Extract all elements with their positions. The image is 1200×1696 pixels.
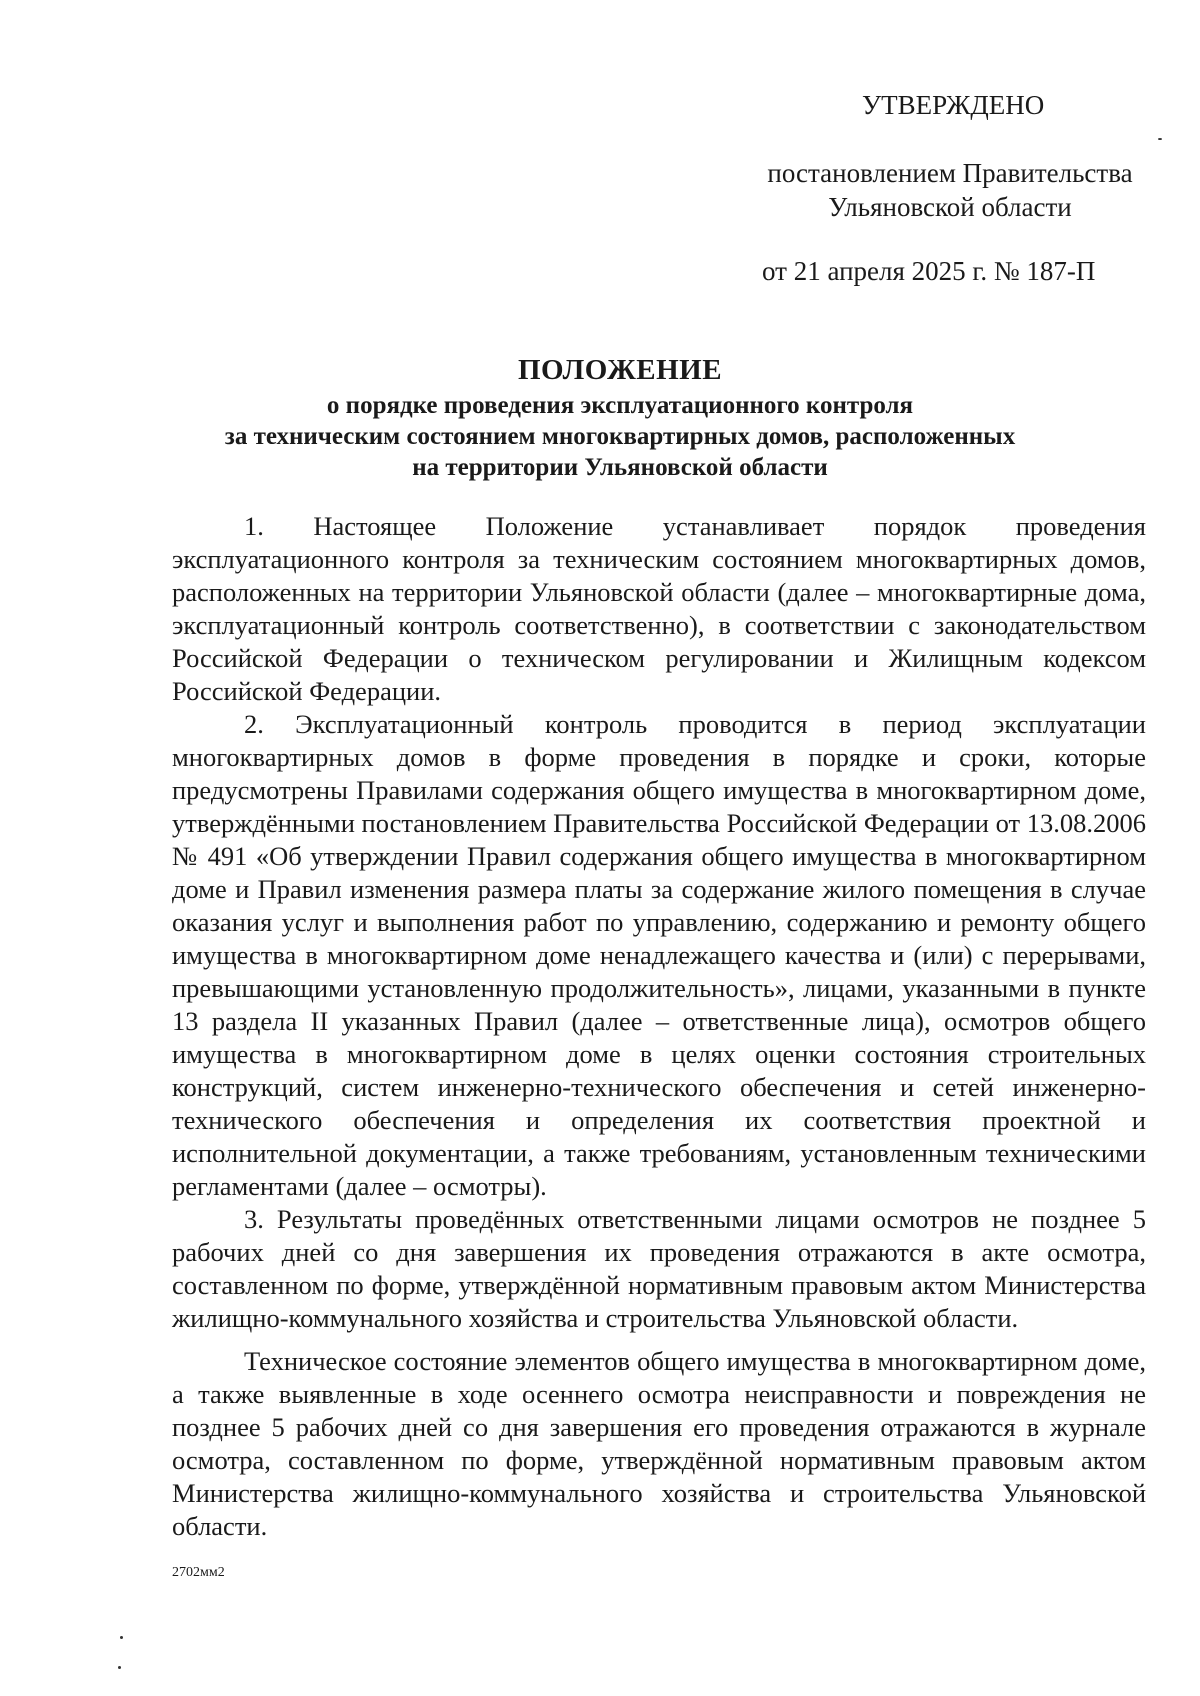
subtitle-line3: на территории Ульяновской области (412, 454, 828, 481)
paragraph-4: Техническое состояние элементов общего имущества в многоквартирном доме, а также выявленные в ходе осеннего осмотра неисправности и повреждения не позднее 5 рабочих дней со дня завершения его проведения отражаются в журнале осмотра, составленном по форме, утверждённой нормативным правовым актом Министерства жилищно-коммунального хозяйства и строительства Ульяновской области. (172, 1346, 1146, 1541)
approved-by-line2: Ульяновской области (828, 192, 1072, 222)
paragraph-3: 3. Результаты проведённых ответственными лицами осмотров не позднее 5 рабочих дней со дня завершения их проведения отражаются в акте осмотра, составленном по форме, утверждённой нормативным правовым актом Министерства жилищно-коммунального хозяйства и строительства Ульяновской области. (172, 1204, 1146, 1333)
subtitle-line2: за техническим состоянием многоквартирных домов, расположенных (224, 423, 1016, 450)
subtitle-line1: о порядке проведения эксплуатационного контроля (326, 392, 914, 419)
decree-date-number: от 21 апреля 2025 г. № 187-П (762, 256, 1096, 286)
scan-speck (1158, 138, 1162, 140)
document-body (172, 510, 1146, 1543)
paragraph-2: 2. Эксплуатационный контроль проводится в период эксплуатации многоквартирных домов в форме проведения в порядке и сроки, которые предусмотрены Правилами содержания общего имущества в многоквартирном доме, утверждёнными постановлением Правительства Российской Федерации от 13.08.2006 № 491 «Об утверждении Правил содержания общего имущества в многоквартирном доме и Правил изменения размера платы за содержание жилого помещения в случае оказания услуг и выполнения работ по управлению, содержанию и ремонту общего имущества в многоквартирном доме ненадлежащего качества и (или) с перерывами, превышающими установленную продолжительность», лицами, указанными в пункте 13 раздела II указанных Правил (далее – ответственные лица), осмотров общего имущества в многоквартирном доме в целях оценки состояния строительных конструкций, систем инженерно-технического обеспечения и сетей инженерно-технического обеспечения и определения их соответствия проектной и исполнительной документации, а также требованиям, установленным техническими регламентами (далее – осмотры). (172, 709, 1146, 1201)
approved-label: УТВЕРЖДЕНО (862, 90, 1045, 120)
scan-speck (120, 1636, 123, 1639)
document-title: ПОЛОЖЕНИЕ (517, 354, 723, 386)
document-title-block (170, 352, 1070, 483)
approved-by (740, 156, 1160, 224)
document-code: 2702мм2 (172, 1565, 225, 1580)
approved-by-line1: постановлением Правительства (767, 158, 1133, 188)
scan-speck (118, 1666, 121, 1669)
paragraph-1: 1. Настоящее Положение устанавливает порядок проведения эксплуатационного контроля за техническим состоянием многоквартирных домов, расположенных на территории Ульяновской области (далее – многоквартирные дома, эксплуатационный контроль соответственно), в соответствии с законодательством Российской Федерации о техническом регулировании и Жилищным кодексом Российской Федерации. (172, 511, 1146, 706)
document-subtitle (170, 390, 1070, 483)
